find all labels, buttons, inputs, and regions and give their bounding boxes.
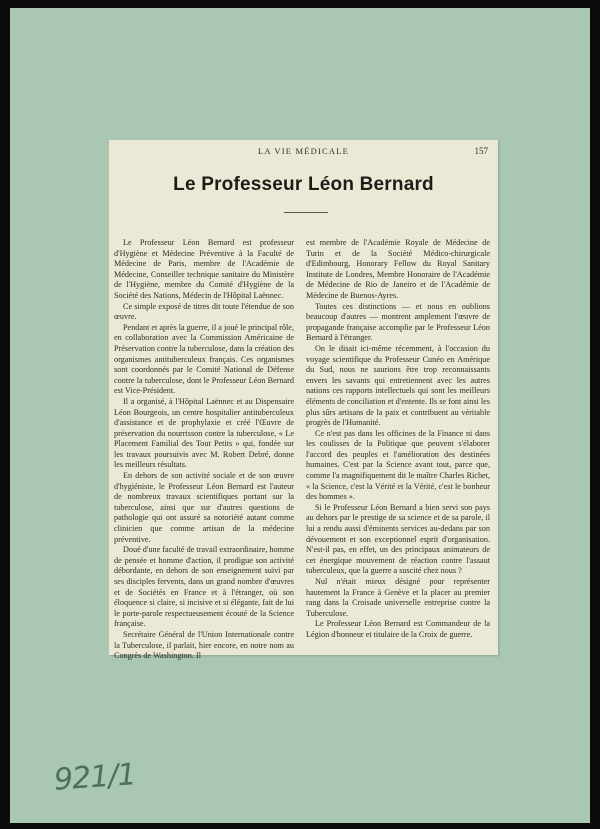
paragraph: Il a organisé, à l'Hôpital Laënnec et au Dispensaire Léon Bourgeois, un centre hospitalier antituberculeux d'assistance et de prophylaxie et créé l'Œuvre de préservation du nourrisson contre la tuberculose, « Le Placement Familial des Tout Petits » qui, fondée sur les travaux poursuivis avec M. Robert Debré, donne les meilleurs résultats. — [114, 396, 294, 470]
title-divider — [284, 212, 328, 213]
paragraph: Doué d'une faculté de travail extraordinaire, homme de pensée et homme d'action, il prodigue son activité débordante, en dehors de son enseignement suivi par ses disciples fervents, dans un grand nombre d'œuvres et de Sociétés en France et à l'étranger, où son éloquence si claire, si incisive et si élégante, fait de lui le porte-parole respectueusement écouté de la Science française. — [114, 545, 294, 629]
paragraph: Toutes ces distinctions — et nous en oublions beaucoup d'autres — montrent amplement l'œuvre de propagande française accomplie par le Professeur Léon Bernard à l'étranger. — [306, 301, 490, 343]
running-head: LA VIE MÉDICALE — [257, 146, 350, 156]
paragraph: On le disait ici-même récemment, à l'occasion du voyage scientifique du Professeur Cunéo en Amérique du Sud, nous ne saurions être trop reconnaissants envers les savants qui entretiennent avec les autres nations ces rapports intellectuels qui sont les meilleurs éléments de conciliation et d'entente. Ils se font ainsi les plus sûrs artisans de la paix et contribuent au véritable progrès de l'Humanité. — [306, 343, 490, 428]
paragraph: Pendant et après la guerre, il a joué le principal rôle, en collaboration avec la Commission Américaine de Préservation contre la tuberculose, dans la création des organismes antituberculeux français. Ces organismes sont coordonnés par le Comité National de Défense contre la tuberculose, dont le Professeur Léon Bernard est Vice-Président. — [114, 322, 294, 396]
page-number: 157 — [474, 146, 488, 156]
paragraph: Le Professeur Léon Bernard est Commandeur de la Légion d'honneur et titulaire de la Croix de guerre. — [306, 619, 490, 639]
paragraph: Ce simple exposé de titres dit toute l'étendue de son œuvre. — [114, 301, 294, 322]
paragraph: Le Professeur Léon Bernard est professeur d'Hygiène et Médecine Préventive à la Faculté de Médecine de Paris, membre de l'Académie de Médecine, Conseiller technique sanitaire du Ministère de l'Hygiène, membre du Comité d'Hygiène de la Société des Nations, Médecin de l'Hôpital Laënnec. — [114, 238, 294, 300]
paragraph: Secrétaire Général de l'Union Internationale contre la Tuberculose, il parlait, hier encore, en notre nom au Congrès de Washington. Il — [114, 629, 294, 661]
handwritten-archive-number: 921/1 — [52, 757, 137, 798]
paragraph: En dehors de son activité sociale et de son œuvre d'hygiéniste, le Professeur Léon Bernard est l'auteur de nombreux travaux scientifiques portant sur la tuberculose, ainsi que sur d'autres questions de pathologie qui ont assuré sa notoriété autant comme clinicien que comme artisan de la médecine préventive. — [114, 471, 294, 544]
paragraph: Ce n'est pas dans les officines de la Finance ni dans les coulisses de la Politique que peuvent s'élaborer l'accord des peuples et l'amélioration des destinées humaines. C'est par la Science avant tout, parce que, comme l'a magnifiquement dit le maître Charles Richet, « la Science, c'est la Vérité et la Vérité, c'est le bonheur des hommes ». — [306, 428, 490, 502]
right-column — [306, 238, 490, 641]
paragraph: est membre de l'Académie Royale de Médecine de Turin et de la Société Médico-chirurgicale d'Edimbourg, Honorary Fellow du Royal Sanitary Institute de Londres, Membre Honoraire de l'Académie de Médecine de Rio de Janeiro et de l'Académie de Médecine de Buenos-Ayres. — [306, 238, 490, 300]
article-title: Le Professeur Léon Bernard — [173, 174, 434, 195]
newspaper-clipping — [109, 140, 498, 661]
left-column — [114, 238, 294, 662]
paragraph: Nul n'était mieux désigné pour représenter hautement la France à Genève et la placer au premier rang dans la Croisade universelle entreprise contre la Tuberculose. — [306, 577, 490, 618]
paragraph: Si le Professeur Léon Bernard a bien servi son pays au dehors par le prestige de sa science et de sa parole, il lui a rendu aussi d'éminents services au-dedans par son dévouement et son exceptionnel esprit d'organisation. N'est-il pas, en effet, un des principaux animateurs de cet énergique mouvement de réaction contre l'assaut tuberculeux, que la guerre a suscité chez nous ? — [306, 502, 490, 576]
